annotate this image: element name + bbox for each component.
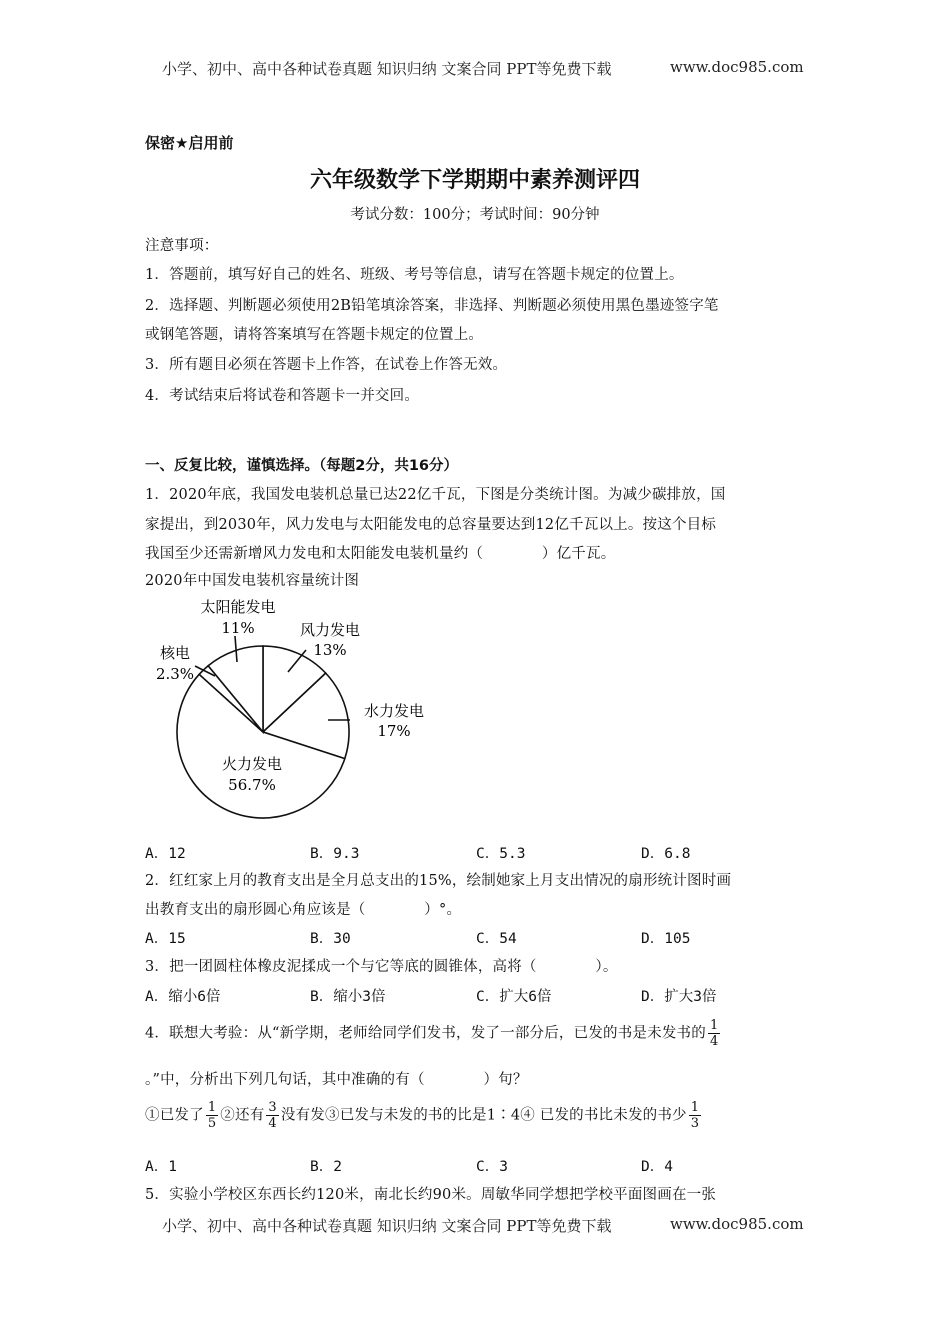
value-solar: 11% xyxy=(221,619,255,637)
note-item: 1．答题前，填写好自己的姓名、班级、考号等信息，请写在答题卡规定的位置上。 xyxy=(145,267,684,283)
q2-option-c[interactable]: C．54 xyxy=(476,931,517,947)
q2-option-b[interactable]: B．30 xyxy=(310,931,351,947)
q3-option-d[interactable]: D．扩大3倍 xyxy=(641,989,717,1005)
q2-line: 出教育支出的扇形圆心角应该是（ ）°。 xyxy=(145,902,462,918)
q1-line: 家提出，到2030年，风力发电与太阳能发电的总容量要达到12亿千瓦以上。按这个目标 xyxy=(145,517,717,533)
label-thermal: 火力发电 xyxy=(221,755,283,773)
q4-line2: 。”中，分析出下列几句话，其中准确的有（ ）句？ xyxy=(145,1072,528,1088)
q4-statements xyxy=(145,1100,703,1131)
note-item: 4．考试结束后将试卷和答题卡一并交回。 xyxy=(145,388,420,404)
label-solar: 太阳能发电 xyxy=(200,598,276,616)
fraction-1-5: $\frac{1}{5}$ xyxy=(207,1100,217,1131)
fraction-1-3: $\frac{1}{3}$ xyxy=(690,1100,700,1131)
q3-line: 3．把一团圆柱体橡皮泥揉成一个与它等底的圆锥体，高将（ ）。 xyxy=(145,959,618,975)
page-footer-left: 小学、初中、高中各种试卷真题 知识归纳 文案合同 PPT等免费下载 xyxy=(162,1217,612,1235)
value-thermal: 56.7% xyxy=(228,776,276,794)
q2-line: 2．红红家上月的教育支出是全月总支出的15%，绘制她家上月支出情况的扇形统计图时画 xyxy=(145,873,732,889)
note-item: 或钢笔答题，请将答案填写在答题卡规定的位置上。 xyxy=(145,327,484,343)
pie-chart xyxy=(140,590,460,830)
notes-heading: 注意事项： xyxy=(145,238,219,254)
q4-line xyxy=(145,1018,722,1049)
page-title: 六年级数学下学期期中素养测评四 xyxy=(309,168,640,193)
note-item: 3．所有题目必须在答题卡上作答，在试卷上作答无效。 xyxy=(145,357,508,373)
fraction-1-4: $\frac{1}{4}$ xyxy=(709,1018,719,1049)
page-header-left: 小学、初中、高中各种试卷真题 知识归纳 文案合同 PPT等免费下载 xyxy=(162,60,612,78)
q5-line: 5．实验小学校区东西长约120米，南北长约90米。周敏华同学想把学校平面图画在一张 xyxy=(145,1187,717,1203)
q4-option-c[interactable]: C．3 xyxy=(476,1159,508,1175)
q3-option-a[interactable]: A．缩小6倍 xyxy=(145,989,221,1005)
label-nuclear: 核电 xyxy=(159,644,191,662)
label-hydro: 水力发电 xyxy=(363,702,425,720)
q4-option-a[interactable]: A．1 xyxy=(145,1159,177,1175)
q1-option-d[interactable]: D．6.8 xyxy=(641,846,691,862)
page-footer-url: www.doc985.com xyxy=(670,1215,804,1233)
note-item: 2．选择题、判断题必须使用2B铅笔填涂答案，非选择、判断题必须使用黑色墨迹签字笔 xyxy=(145,298,719,314)
q4-statement-3: 没有发③已发与未发的书的比是1∶4④ 已发的书比未发的书少 xyxy=(280,1107,687,1124)
q4-statement-2: ②还有 xyxy=(220,1107,265,1124)
q4-statement-1: ①已发了 xyxy=(145,1107,204,1124)
chart-caption: 2020年中国发电装机容量统计图 xyxy=(145,573,360,589)
label-wind: 风力发电 xyxy=(299,621,361,639)
value-nuclear: 2.3% xyxy=(155,665,195,683)
fraction-3-4: $\frac{3}{4}$ xyxy=(268,1100,277,1131)
q1-option-c[interactable]: C．5.3 xyxy=(476,846,526,862)
exam-info: 考试分数：100分；考试时间：90分钟 xyxy=(350,207,600,223)
value-wind: 13% xyxy=(313,641,347,659)
q2-option-d[interactable]: D．105 xyxy=(641,931,691,947)
q2-option-a[interactable]: A．15 xyxy=(145,931,186,947)
q1-option-b[interactable]: B．9.3 xyxy=(310,846,360,862)
q4-option-b[interactable]: B．2 xyxy=(310,1159,342,1175)
section-heading: 一、反复比较，谨慎选择。（每题2分，共16分） xyxy=(145,458,459,474)
q3-option-c[interactable]: C．扩大6倍 xyxy=(476,989,552,1005)
q4-option-d[interactable]: D．4 xyxy=(641,1159,673,1175)
value-hydro: 17% xyxy=(377,722,411,740)
q1-option-a[interactable]: A．12 xyxy=(145,846,186,862)
confidential-label: 保密★启用前 xyxy=(145,134,234,152)
q3-option-b[interactable]: B．缩小3倍 xyxy=(310,989,386,1005)
q1-line: 1．2020年底，我国发电装机总量已达22亿千瓦，下图是分类统计图。为减少碳排放，国 xyxy=(145,487,726,503)
q4-line1-text: 4．联想大考验：从“新学期，老师给同学们发书，发了一部分后，已发的书是未发书的 xyxy=(145,1025,706,1042)
q1-line: 我国至少还需新增风力发电和太阳能发电装机量约（ ）亿千瓦。 xyxy=(145,546,616,562)
page-header-url: www.doc985.com xyxy=(670,58,804,76)
